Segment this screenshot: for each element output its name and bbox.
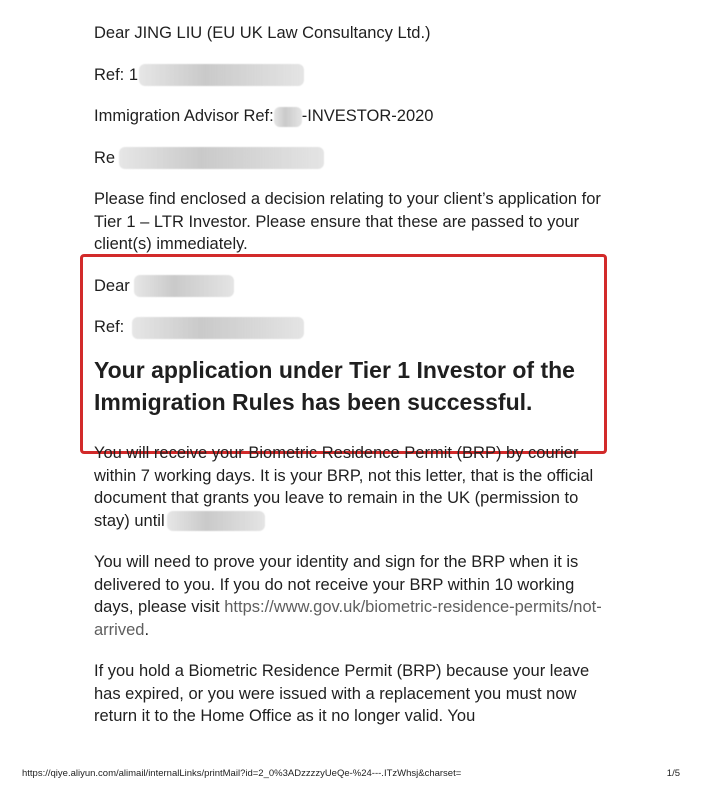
print-url: https://qiye.aliyun.com/alimail/internalLinks/printMail?id=2_0%3ADzzzzyUeQe-%24---.ITzWhsj&charset= <box>22 768 462 779</box>
client-salutation <box>94 275 614 298</box>
advisor-ref-suffix: -INVESTOR-2020 <box>301 107 434 126</box>
client-ref-label: Ref: <box>94 318 125 337</box>
decision-headline: Your application under Tier 1 Investor of the Immigration Rules has been successful. <box>94 357 575 416</box>
redacted-ref-number <box>139 64 304 86</box>
client-salutation-label: Dear <box>94 276 130 295</box>
redacted-re-subject <box>119 147 324 169</box>
advisor-ref-line <box>94 105 614 128</box>
agent-salutation: Dear JING LIU (EU UK Law Consultancy Ltd.) <box>94 24 431 42</box>
brp-text: You will receive your Biometric Residence Permit (BRP) by courier within 7 working days. It is your BRP, not this letter, that is the official document that grants you leave to remain in the UK (permission to stay) until <box>94 444 594 530</box>
redacted-advisor-ref <box>274 107 302 127</box>
return-brp-paragraph: If you hold a Biometric Residence Permit (BRP) because your leave has expired, or you were issued with a replacement you must now return it to the Home Office as it no longer valid. You <box>94 662 590 726</box>
redacted-client-ref <box>132 317 304 339</box>
identity-paragraph <box>94 551 614 641</box>
page-indicator: 1/5 <box>666 768 680 779</box>
ref-line <box>94 64 614 87</box>
advisor-ref-label: Immigration Advisor Ref: <box>94 107 274 126</box>
intro-paragraph: Please find enclosed a decision relating to your client’s application for Tier 1 – LTR Investor. Please ensure that these are passed to your client(s) immediately. <box>94 190 601 254</box>
redacted-leave-date <box>167 511 265 531</box>
brp-paragraph <box>94 442 614 532</box>
identity-text: You will need to prove your identity and sign for the BRP when it is delivered to you. If you do not receive your BRP within 10 working days, please visit <box>94 553 579 617</box>
client-ref-line <box>94 316 614 339</box>
letter-body <box>94 22 614 728</box>
highlighted-decision <box>94 275 614 418</box>
identity-text-end: . <box>144 620 150 639</box>
re-label: Re <box>94 148 116 167</box>
redacted-client-name <box>134 275 234 297</box>
re-line <box>94 147 614 170</box>
ref-label: Ref: 1 <box>94 65 139 84</box>
brp-not-arrived-link[interactable]: https://www.gov.uk/biometric-residence-permits/not-arrived <box>94 598 602 639</box>
